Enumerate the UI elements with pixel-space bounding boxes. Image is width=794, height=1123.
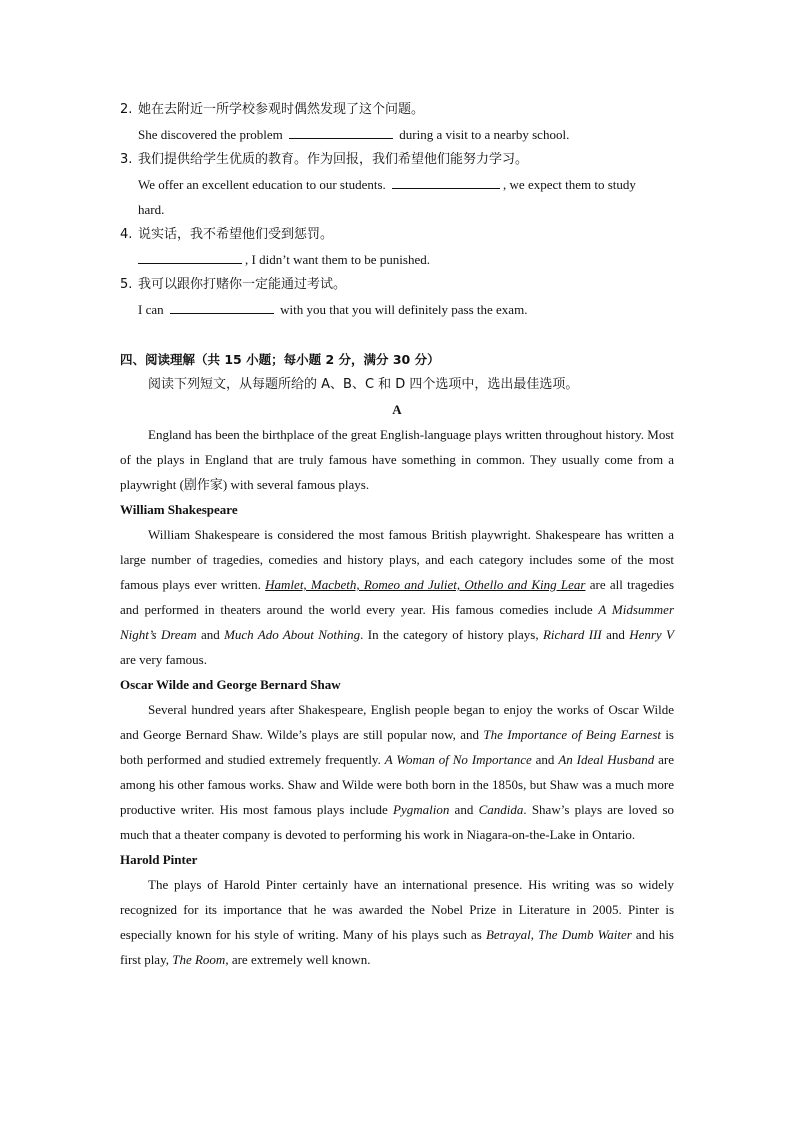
english-before: I can: [138, 302, 164, 317]
item-number: 2.: [120, 102, 133, 117]
text-run: and: [196, 627, 225, 642]
text-run: is both performed and studied extremely frequently.: [120, 727, 674, 767]
item-chinese: 她在去附近一所学校参观时偶然发现了这个问题。: [138, 102, 425, 117]
paragraph-shakespeare: [120, 522, 674, 672]
text-run: The plays of Harold Pinter certainly have an international presence. His writing was so widely recognized for its importance that he was awarded the Nobel Prize in Literature in 2005. Pinter is especially known for his style of writing. Many of his plays such as: [120, 877, 674, 942]
text-run: , are extremely well known.: [225, 952, 371, 967]
text-run: William Shakespeare is considered the most famous British playwright. Shakespeare has written a large number of tragedies, comedies and history plays, and each category includes some of the most famous plays ever written.: [120, 527, 674, 592]
passage-label: A: [392, 402, 402, 417]
exercise-item-4-english: [120, 247, 674, 272]
exercise-item-3-english-cont: [120, 197, 674, 222]
text-run: . In the category of history plays,: [360, 627, 543, 642]
english-after: , I didn’t want them to be punished.: [245, 252, 430, 267]
section-title: 四、阅读理解（共 15 小题；每小题 2 分，满分 30 分）: [120, 352, 440, 367]
text-run: and his first play,: [120, 927, 674, 967]
heading-pinter: Harold Pinter: [120, 852, 198, 867]
answer-blank[interactable]: [138, 251, 242, 264]
answer-blank[interactable]: [289, 126, 393, 139]
answer-blank[interactable]: [170, 301, 274, 314]
document-page: [120, 97, 674, 972]
text-run: and: [449, 802, 479, 817]
text-run: ,: [530, 927, 539, 942]
item-number: 4.: [120, 227, 133, 242]
text-run: . Shaw’s plays are loved so much that a theater company is devoted to performing his work in Niagara-on-the-Lake in Ontario.: [120, 802, 675, 842]
text-run: are all tragedies and performed in theaters around the world every year. His famous comedies include: [120, 577, 675, 617]
item-chinese: 我们提供给学生优质的教育。作为回报，我们希望他们能努力学习。: [138, 152, 529, 167]
text-run: are among his other famous works. Shaw and Wilde were both born in the 1850s, but Shaw was a much more productive writer. His most famous plays include: [120, 752, 674, 817]
english-after: , we expect them to study: [503, 177, 636, 192]
item-chinese: 说实话，我不希望他们受到惩罚。: [138, 227, 334, 242]
exercise-item-2: [120, 97, 674, 122]
exercise-item-2-english: [120, 122, 674, 147]
paragraph-wilde-shaw: [120, 697, 674, 847]
play-title: The Room: [172, 952, 226, 967]
paragraph-pinter: [120, 872, 674, 972]
item-number: 5.: [120, 277, 133, 292]
exercise-item-5-english: [120, 297, 674, 322]
exercise-item-3: [120, 147, 674, 172]
play-title: Pygmalion: [393, 802, 450, 817]
section-instruction: 阅读下列短文，从每题所给的 A、B、C 和 D 四个选项中，选出最佳选项。: [148, 377, 579, 392]
english-before: We offer an excellent education to our students.: [138, 177, 386, 192]
text-run: and: [531, 752, 559, 767]
item-number: 3.: [120, 152, 133, 167]
exercise-item-4: [120, 222, 674, 247]
play-title: A Midsummer Night’s Dream: [120, 602, 675, 642]
tragedy-titles: Hamlet, Macbeth, Romeo and Juliet, Othello and King Lear: [265, 577, 586, 592]
english-before: She discovered the problem: [138, 127, 283, 142]
play-title: A Woman of No Importance: [384, 752, 532, 767]
item-chinese: 我可以跟你打赌你一定能通过考试。: [138, 277, 347, 292]
exercise-item-3-english: [120, 172, 674, 197]
play-title: The Importance of Being Earnest: [483, 727, 661, 742]
intro-paragraph: England has been the birthplace of the great English-language plays written throughout history. Most of the plays in England that are truly famous have something in common. They usually come from a playwright (剧作家) with several famous plays.: [120, 427, 674, 492]
english-after: during a visit to a nearby school.: [399, 127, 570, 142]
text-run: and: [601, 627, 630, 642]
play-title: Candida: [478, 802, 524, 817]
play-title: Much Ado About Nothing: [224, 627, 361, 642]
heading-shakespeare: William Shakespeare: [120, 502, 238, 517]
exercise-item-5: [120, 272, 674, 297]
play-title: An Ideal Husband: [558, 752, 655, 767]
text-run: are very famous.: [120, 652, 207, 667]
play-title: Betrayal: [485, 927, 531, 942]
heading-wilde-shaw: Oscar Wilde and George Bernard Shaw: [120, 677, 341, 692]
answer-blank[interactable]: [392, 176, 500, 189]
text-run: Several hundred years after Shakespeare, English people began to enjoy the works of Oscar Wilde and George Bernard Shaw. Wilde’s plays are still popular now, and: [120, 702, 674, 742]
play-title: Richard III: [542, 627, 602, 642]
english-continued: hard.: [138, 202, 165, 217]
english-after: with you that you will definitely pass the exam.: [280, 302, 528, 317]
play-title: The Dumb Waiter: [538, 927, 632, 942]
play-title: Henry V: [629, 627, 674, 642]
